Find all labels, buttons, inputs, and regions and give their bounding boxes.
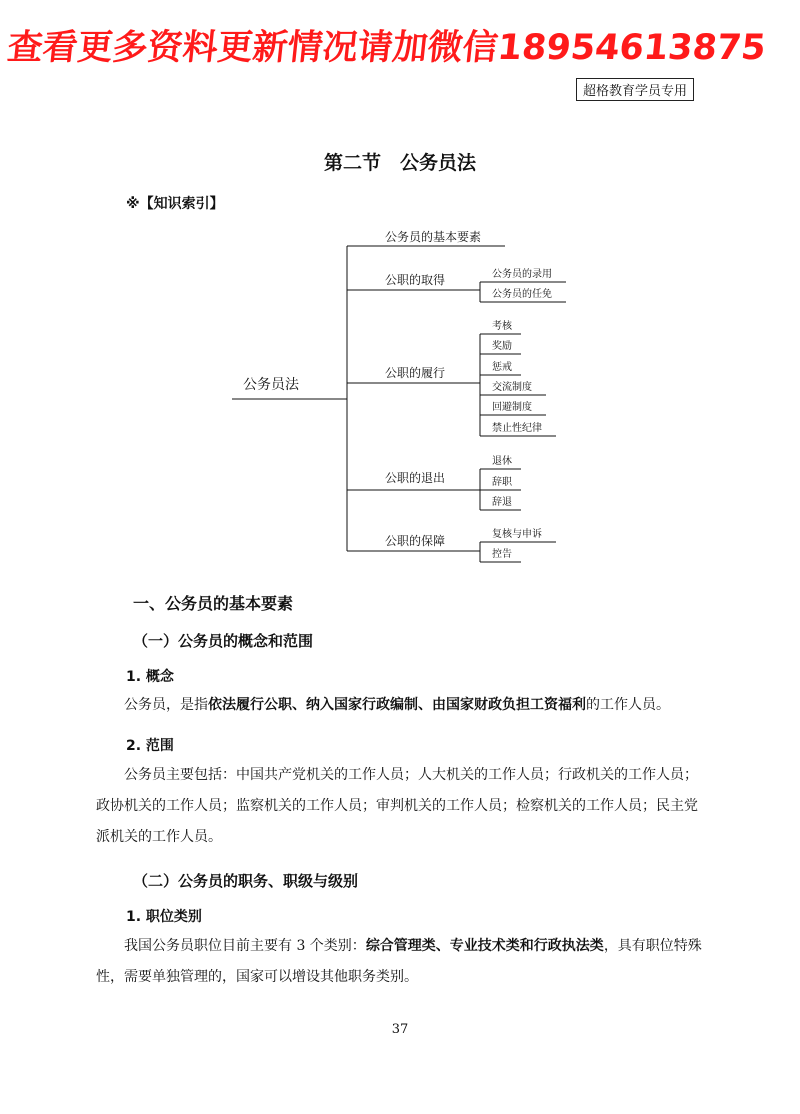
- page-title: 第二节 公务员法: [323, 152, 476, 174]
- category-text: 我国公务员职位目前主要有 3 个类别：: [124, 938, 366, 954]
- concept-text: 公务员，是指: [124, 697, 208, 713]
- tree-node-basic-elements: 公务员的基本要素: [385, 230, 482, 244]
- tree-node-protection: 公职的保障: [385, 534, 446, 548]
- tree-node-acquisition: 公职的取得: [385, 273, 446, 287]
- tree-leaf: 交流制度: [492, 382, 532, 393]
- usage-tag: 超格教育学员专用: [576, 78, 694, 101]
- concept-text-end: 的工作人员。: [586, 697, 670, 713]
- tree-leaf: 辞退: [492, 497, 512, 508]
- tree-leaf: 回避制度: [492, 402, 532, 413]
- tree-leaf: 考核: [492, 321, 512, 332]
- category-paragraph: [96, 931, 706, 993]
- tree-leaf: 复核与申诉: [492, 529, 542, 540]
- item-heading-category: 1. 职位类别: [126, 909, 202, 925]
- tree-leaf: 控告: [492, 549, 512, 560]
- item-heading-concept: 1. 概念: [126, 669, 174, 685]
- tree-leaf: 奖励: [492, 341, 512, 352]
- page-number: 37: [391, 1022, 409, 1037]
- tree-leaf: 惩戒: [492, 362, 512, 373]
- tree-node-performance: 公职的履行: [385, 366, 446, 380]
- tree-root-label: 公务员法: [243, 377, 299, 393]
- tree-leaf: 退休: [492, 456, 512, 467]
- watermark-banner: 查看更多资料更新情况请加微信18954613875: [5, 28, 768, 68]
- category-text-end: ，具有职位特殊性，需要单独管理的，国家可以增设其他职务类别。: [96, 938, 702, 985]
- tree-leaf: 辞职: [492, 477, 512, 488]
- knowledge-index-label: ※【知识索引】: [126, 196, 224, 212]
- scope-paragraph: 公务员主要包括：中国共产党机关的工作人员；人大机关的工作人员；行政机关的工作人员；政协机关的工作人员；监察机关的工作人员；审判机关的工作人员；检察机关的工作人员；民主党派机关的工作人员。: [96, 767, 698, 845]
- tree-node-exit: 公职的退出: [385, 471, 446, 485]
- tree-leaf: 禁止性纪律: [492, 423, 542, 434]
- item-heading-scope: 2. 范围: [126, 738, 174, 754]
- concept-emphasis: 依法履行公职、纳入国家行政编制、由国家财政负担工资福利: [208, 697, 586, 713]
- subsection-heading: （一）公务员的概念和范围: [133, 632, 314, 650]
- concept-paragraph: [96, 690, 706, 721]
- subsection-heading: （二）公务员的职务、职级与级别: [133, 872, 359, 890]
- category-emphasis: 综合管理类、专业技术类和行政执法类: [365, 938, 604, 954]
- tree-leaf: 公务员的任免: [492, 289, 552, 300]
- tree-leaf: 公务员的录用: [492, 269, 552, 280]
- section-heading: 一、公务员的基本要素: [133, 594, 294, 613]
